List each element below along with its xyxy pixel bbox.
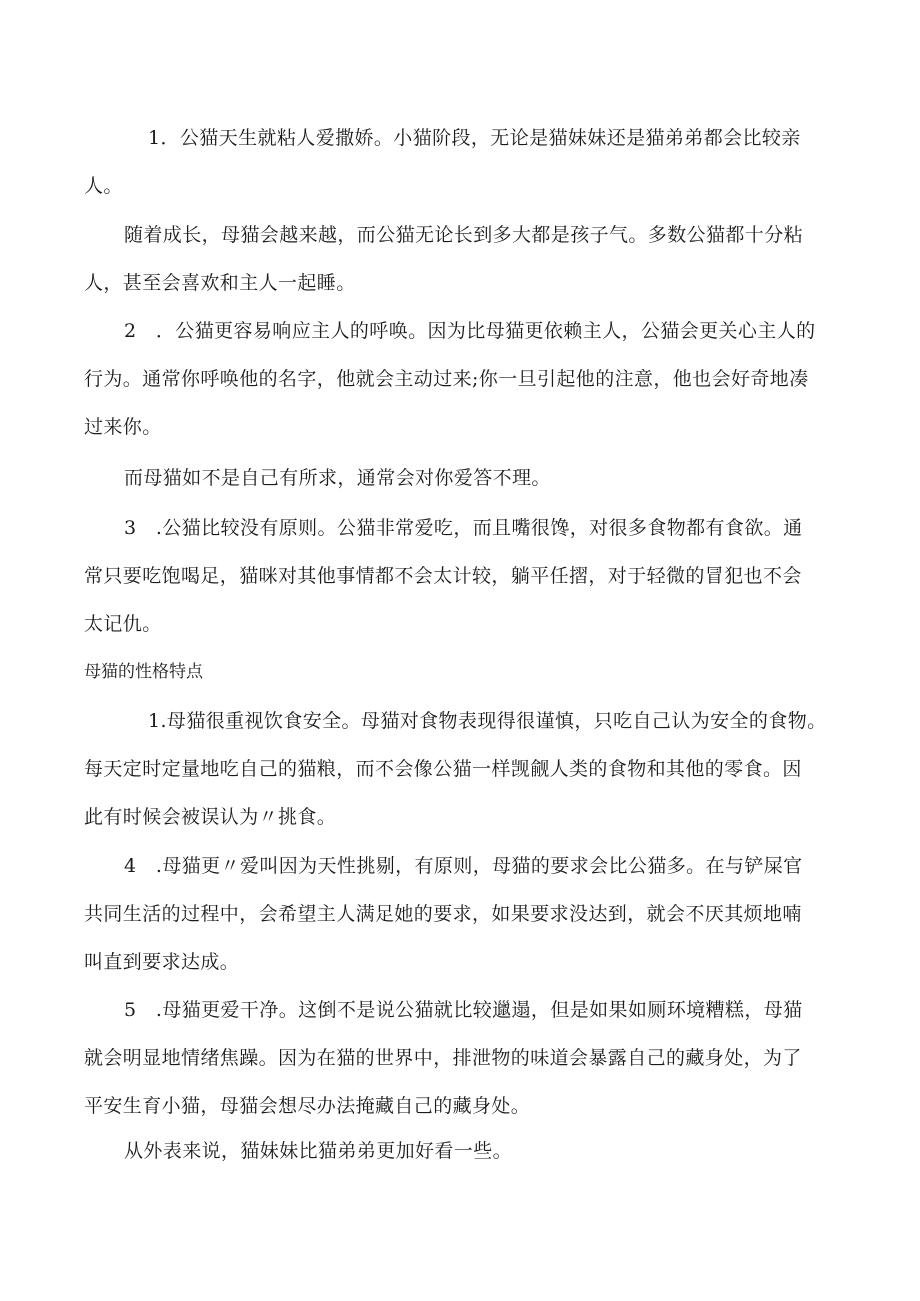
paragraph-5 (84, 504, 834, 648)
line: 太记仇。 (84, 613, 162, 635)
line: 每天定时定量地吃自己的猫粮，而不会像公猫一样觊觎人类的食物和其他的零食。因 (84, 758, 802, 780)
paragraph-2 (84, 211, 834, 307)
paragraph-9 (84, 1127, 834, 1175)
line: 共同生活的过程中，会希望主人满足她的要求，如果要求没达到，就会不厌其烦地喃 (84, 903, 802, 925)
line: 叫直到要求达成。 (84, 951, 240, 973)
line: 人，甚至会喜欢和主人一起睡。 (84, 272, 356, 294)
paragraph-1 (84, 114, 834, 210)
section-heading: 母猫的性格特点 (84, 662, 203, 682)
line: 而母猫如不是自己有所求，通常会对你爱答不理。 (124, 467, 551, 489)
line: 就会明显地情绪焦躁。因为在猫的世界中，排泄物的味道会暴露自己的藏身处，为了 (84, 1047, 802, 1069)
line: 常只要吃饱喝足，猫咪对其他事情都不会太计较，躺平任摺，对于轻微的冒犯也不会 (84, 565, 802, 587)
line: 行为。通常你呼唤他的名字，他就会主动过来;你一旦引起他的注意，他也会好奇地凑 (84, 368, 809, 390)
line: 1．公猫天生就粘人爱撒娇。小猫阶段，无论是猫妹妹还是猫弟弟都会比较亲 (148, 127, 801, 149)
line: 4 .母猫更〃爱叫因为天性挑剔，有原则，母猫的要求会比公猫多。在与铲屎官 (124, 855, 803, 877)
line: 人。 (84, 175, 123, 197)
line: 平安生育小猫，母猫会想尽办法掩藏自己的藏身处。 (84, 1095, 531, 1117)
line: 从外表来说，猫妹妹比猫弟弟更加好看一些。 (124, 1140, 513, 1162)
paragraph-8 (84, 986, 834, 1130)
line: 随着成长，母猫会越来越，而公猫无论长到多大都是孩子气。多数公猫都十分粘 (124, 224, 804, 246)
paragraph-6 (84, 697, 834, 841)
paragraph-4 (84, 454, 834, 502)
line: 此有时候会被误认为〃挑食。 (84, 806, 337, 828)
line: 1.母猫很重视饮食安全。母猫对食物表现得很谨慎，只吃自己认为安全的食物。 (148, 710, 827, 732)
line: 2 ．公猫更容易响应主人的呼唤。因为比母猫更依赖主人，公猫会更关心主人的 (124, 320, 816, 342)
line: 5 .母猫更爱干净。这倒不是说公猫就比较邋遢，但是如果如厕环境糟糕，母猫 (124, 999, 803, 1021)
line: 3 .公猫比较没有原则。公猫非常爱吃，而且嘴很馋，对很多食物都有食欲。通 (124, 517, 803, 539)
line: 过来你。 (84, 416, 162, 438)
paragraph-7 (84, 842, 834, 986)
paragraph-3 (84, 307, 834, 451)
